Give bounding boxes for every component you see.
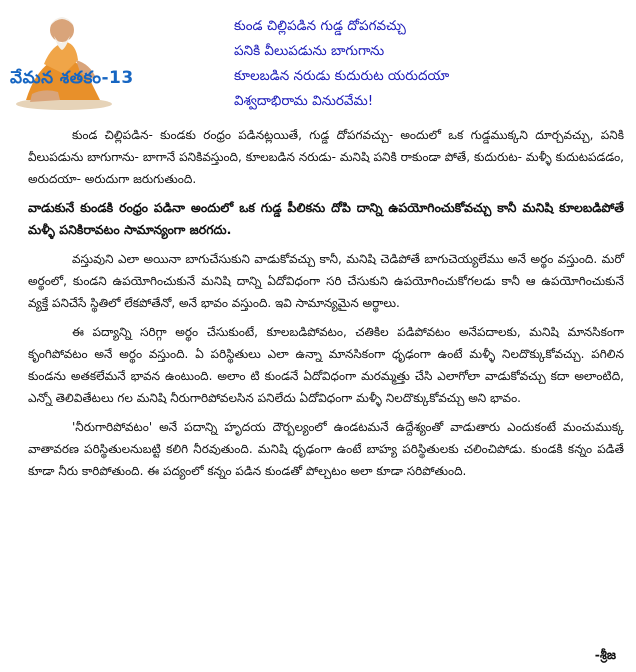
paragraph-summary: వాడుకునే కుండకి రంధ్రం పడినా అందులో ఒక గుడ్డ పీలికను దోపి దాన్ని ఉపయోగించుకోవచ్చు కానీ మనిషి కూలబడిపోతే మళ్ళీ పనికిరావటం సామాన్యంగా జరగదు. [28, 200, 624, 237]
author-signature: -శ్రీజ [594, 647, 616, 662]
paragraph-word-meanings: కుండ చిల్లిపడిన- కుండకు రంధ్రం పడినట్లయితే, గుడ్డ దోపగవచ్చు- అందులో ఒక గుడ్డముక్కని దూర్చవచ్చు, పనికి వీలుపడును బాగుగాను- బాగానే పనికివస్తుంది, కూలబడిన నరుడు- మనిషి పనికి రాకుండా పోతే, కుదురుట- మళ్ళీ కుదుటపడడం, అరుదయా- అరుదుగా జరుగుతుంది. [28, 128, 624, 186]
logo [4, 4, 204, 112]
page-title: వేమన శతకం-13 [10, 68, 134, 88]
paragraph-meaning: వస్తువుని ఎలా అయినా బాగుచేసుకుని వాడుకోవచ్చు కానీ, మనిషి చెడిపోతే బాగుచెయ్యలేము అనే అర్థం వస్తుంది. మరో అర్థంలో, కుండని ఉపయోగించుకునే మనిషి దాన్ని ఏదోవిధంగా సరి చేసుకుని ఉపయోగించుకోగలడు కానీ ఆ ఉపయోగించుకునే వ్యక్తే పనిచేసే స్థితిలో లేకపోతేనో, అనే భావం వస్తుంది. ఇవి సామాన్యమైన అర్థాలు. [28, 252, 624, 310]
header [0, 0, 636, 118]
poem-line: విశ్వదాభిరామ వినురవేమ! [234, 93, 374, 109]
paragraph-interpretation: ఈ పద్యాన్ని సరిగ్గా అర్థం చేసుకుంటే, కూలబడిపోవటం, చతికిల పడిపోవటం అనేపదాలకు, మనిషి మానసికంగా కృంగిపోవటం అనే అర్థం వస్తుంది. ఏ పరిస్థితులు ఎలా ఉన్నా మానసికంగా ధృఢంగా ఉంటే మళ్ళీ నిలదొక్కుకోవచ్చు. పగిలిన కుండను అతకలేమనే భావన ఉంటుంది. అలాం టి కుండనే ఏదోవిధంగా మరమ్మత్తు చేసి ఎలాగోలా వాడుకోవచ్చు కదా అలాంటిది, ఎన్నో తెలివితేటలు గల మనిషి నీరుగారిపోవలసిన పనిలేదు ఏదోవిధంగా మళ్ళీ నిలదొక్కుకోవచ్చు అని భావం. [28, 325, 624, 405]
poem-line: పనికి వీలుపడును బాగుగాను [234, 43, 385, 59]
poem-line: కుండ చిల్లిపడిన గుడ్డ దోపగవచ్చు [234, 18, 406, 34]
vemana-figure-icon [4, 4, 114, 112]
article-body [28, 124, 624, 489]
poem-line: కూలబడిన నరుడు కుదురుట యరుదయా [234, 68, 450, 84]
poem [234, 14, 634, 114]
paragraph-conclusion: 'నీరుగారిపోవటం' అనే పదాన్ని హృదయ దౌర్బల్యంలో ఉండటమనే ఉద్దేశ్యంతో వాడుతారు ఎందుకంటే మంచుముక్క వాతావరణ పరిస్థితులనుబట్టి కలిగి నీరవుతుంది. మనిషి ధృఢంగా ఉంటే బాహ్య పరిస్థితులకు చలించిపోడు. కుండకి కన్నం పడితే కూడా నీరు కారిపోతుంది. ఈ పద్యంలో కన్నం పడిన కుండతో పోల్చటం అలా కూడా సరిపోతుంది. [28, 420, 624, 478]
